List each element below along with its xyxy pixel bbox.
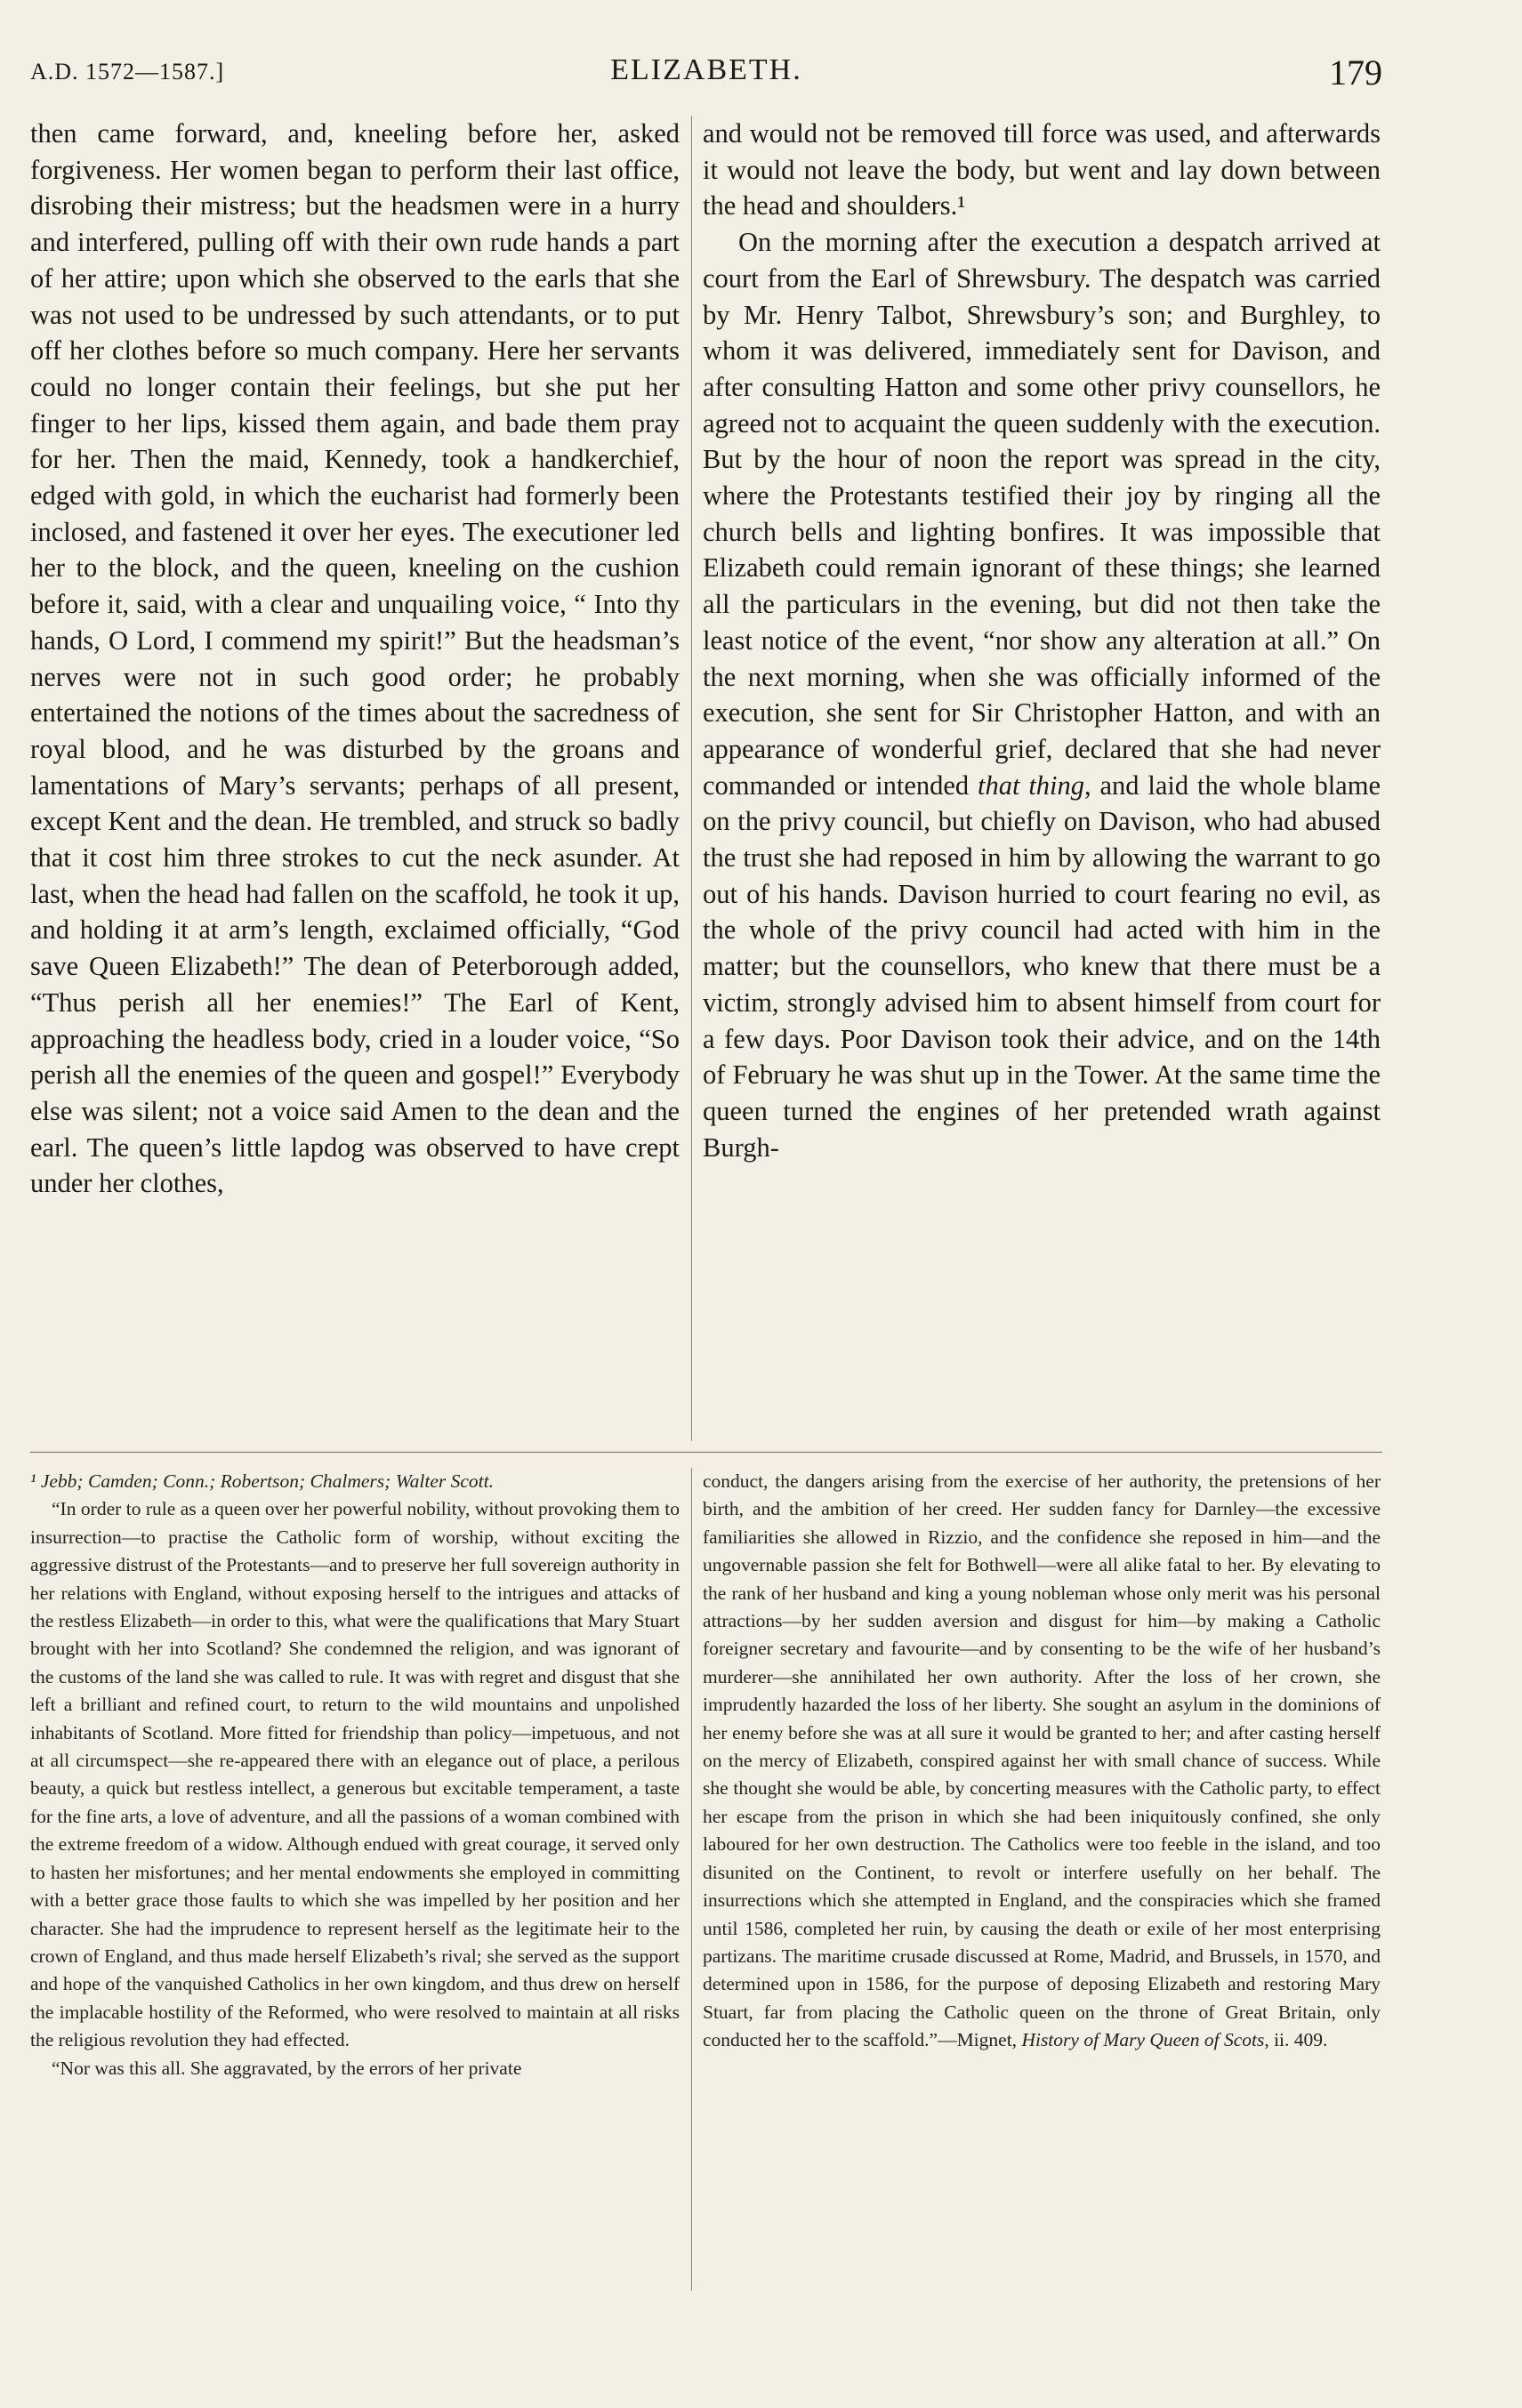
column-divider bbox=[691, 116, 692, 1441]
footnote-quote-continued bbox=[703, 1468, 1381, 2055]
page-number: 179 bbox=[1329, 52, 1382, 93]
footnotes-right bbox=[703, 1468, 1381, 2295]
footnote-column-divider bbox=[691, 1468, 692, 2291]
header-title: ELIZABETH. bbox=[610, 53, 802, 86]
main-column-right bbox=[703, 116, 1381, 1432]
citation-end: , ii. 409. bbox=[1264, 2029, 1328, 2051]
running-header bbox=[30, 52, 1382, 96]
header-date-range: A.D. 1572—1587.] bbox=[30, 59, 225, 85]
body-paragraph-continued: and would not be removed till force was used, and afterwards it would not leave the body, but went and lay down between the head and shoulders.¹ bbox=[703, 118, 1381, 221]
italic-phrase: that thing bbox=[978, 769, 1085, 801]
footnote-quote-continued: “Nor was this all. She aggravated, by the errors of her private bbox=[52, 2057, 522, 2079]
body-text: , and laid the whole blame on the privy council, but chiefly on Davison, who had abused the trust she had reposed in him by allowing the warrant to go out of his hands. Davison hurried to court fearing no evil, as the whole of the privy council had acted with him in the matter; but the counsellors, who knew that there must be a victim, strongly advised him to absent himself from court for a few days. Poor Davison took their advice, and on the 14th of February he was shut up in the Tower. At the same time the queen turned the engines of her pretended wrath against Burgh- bbox=[703, 769, 1381, 1163]
footnote-sources bbox=[30, 1468, 680, 1495]
main-column-left bbox=[30, 116, 680, 1432]
footnote-sources-text: ¹ Jebb; Camden; Conn.; Robertson; Chalmers; Walter Scott. bbox=[30, 1470, 494, 1492]
footnote-separator bbox=[30, 1452, 1382, 1453]
footnote-text: conduct, the dangers arising from the exercise of her authority, the pretensions of her birth, and the ambition of her creed. Her sudden fancy for Darnley—the excessive familiarities she allowed in Rizzio, and the confidence she reposed in him—and the ungovernable passion she felt for Bothwell—were all alike fatal to her. By elevating to the rank of her husband and king a young nobleman whose only merit was his personal attractions—by her sudden aversion and disgust for him—by making a Catholic foreigner secretary and favourite—and by consenting to be the wife of her husband’s murderer—she annihilated her own authority. After the loss of her crown, she imprudently hazarded the loss of her liberty. She sought an asylum in the dominions of her enemy before she was at all sure it would be granted to her; and after casting herself on the mercy of Elizabeth, conspired against her with small chance of success. While she thought she would be able, by concerting measures with the Catholic party, to effect her escape from the prison in which she had been iniquitously confined, she only laboured for her own destruction. The Catholics were too feeble in the island, and too disunited on the Continent, to revolt or interfere usefully on her behalf. The insurrections which she attempted in England, and the conspiracies which she framed until 1586, completed her ruin, by causing the death or exile of her most enterprising partizans. The maritime crusade discussed at Rome, Madrid, and Brussels, in 1570, and determined upon in 1586, for the purpose of deposing Elizabeth and restoring Mary Stuart, far from placing the Catholic queen on the throne of Great Britain, only conducted her to the scaffold.”—Mignet, bbox=[703, 1470, 1381, 2051]
body-paragraph: then came forward, and, kneeling before her, asked forgiveness. Her women began to perform their last office, disrobing their mistress; but the headsmen were in a hurry and interfered, pulling off with their own rude hands a part of her attire; upon which she observed to the earls that she was not used to be undressed by such attendants, or to put off her clothes before so much company. Here her servants could no longer contain their feelings, but she put her finger to her lips, kissed them again, and bade them pray for her. Then the maid, Kennedy, took a handkerchief, edged with gold, in which the eucharist had formerly been inclosed, and fastened it over her eyes. The executioner led her to the block, and the queen, kneeling on the cushion before it, said, with a clear and unquailing voice, “ Into thy hands, O Lord, I commend my spirit!” But the headsman’s nerves were not in such good order; he probably entertained the notions of the times about the sacredness of royal blood, and he was disturbed by the groans and lamentations of Mary’s servants; perhaps of all present, except Kent and the dean. He trembled, and struck so badly that it cost him three strokes to cut the neck asunder. At last, when the head had fallen on the scaffold, he took it up, and holding it at arm’s length, exclaimed officially, “God save Queen Elizabeth!” The dean of Peterborough added, “Thus perish all her enemies!” The Earl of Kent, approaching the headless body, cried in a louder voice, “So perish all the enemies of the queen and gospel!” Everybody else was silent; not a voice said Amen to the dean and the earl. The queen’s little lapdog was observed to have crept under her clothes, bbox=[30, 118, 680, 1199]
footnotes-left bbox=[30, 1468, 680, 2295]
body-text: On the morning after the execution a despatch arrived at court from the Earl of Shrewsbury. The despatch was carried by Mr. Henry Talbot, Shrewsbury’s son; and Burghley, to whom it was delivered, immediately sent for Davison, and after consulting Hatton and some other privy counsellors, he agreed not to acquaint the queen suddenly with the execution. But by the hour of noon the report was spread in the city, where the Protestants testified their joy by ringing all the church bells and lighting bonfires. It was impossible that Elizabeth could remain ignorant of these things; she learned all the particulars in the evening, but did not then take the least notice of the event, “nor show any alteration at all.” On the next morning, when she was officially informed of the execution, she sent for Sir Christopher Hatton, and with an appearance of wonderful grief, declared that she had never commanded or intended bbox=[703, 227, 1381, 801]
footnote-quote: “In order to rule as a queen over her powerful nobility, without provoking them to insurrection—to practise the Catholic form of worship, without exciting the aggressive distrust of the Protestants—and to preserve her full sovereign authority in her relations with England, without exposing herself to the intrigues and attacks of the restless Elizabeth—in order to this, what were the qualifications that Mary Stuart brought with her into Scotland? She condemned the religion, and was ignorant of the customs of the land she was called to rule. It was with regret and disgust that she left a brilliant and refined court, to return to the wild mountains and unpolished inhabitants of Scotland. More fitted for friendship than policy—impetuous, and not at all circumspect—she re-appeared there with an elegance out of place, a perilous beauty, a quick but restless intellect, a generous but excitable temperament, a taste for the fine arts, a love of adventure, and all the passions of a woman combined with the extreme freedom of a widow. Although endued with great courage, it served only to hasten her misfortunes; and her mental endowments she employed in committing with a better grace those faults to which she was impelled by her position and her character. She had the imprudence to represent herself as the legitimate heir to the crown of England, and thus made herself Elizabeth’s rival; she served as the support and hope of the vanquished Catholics in her own kingdom, and thus drew on herself the implacable hostility of the Reformed, who were resolved to maintain at all risks the religious revolution they had effected. bbox=[30, 1498, 680, 2051]
citation-title: History of Mary Queen of Scots bbox=[1021, 2029, 1265, 2051]
body-paragraph bbox=[703, 224, 1381, 1165]
